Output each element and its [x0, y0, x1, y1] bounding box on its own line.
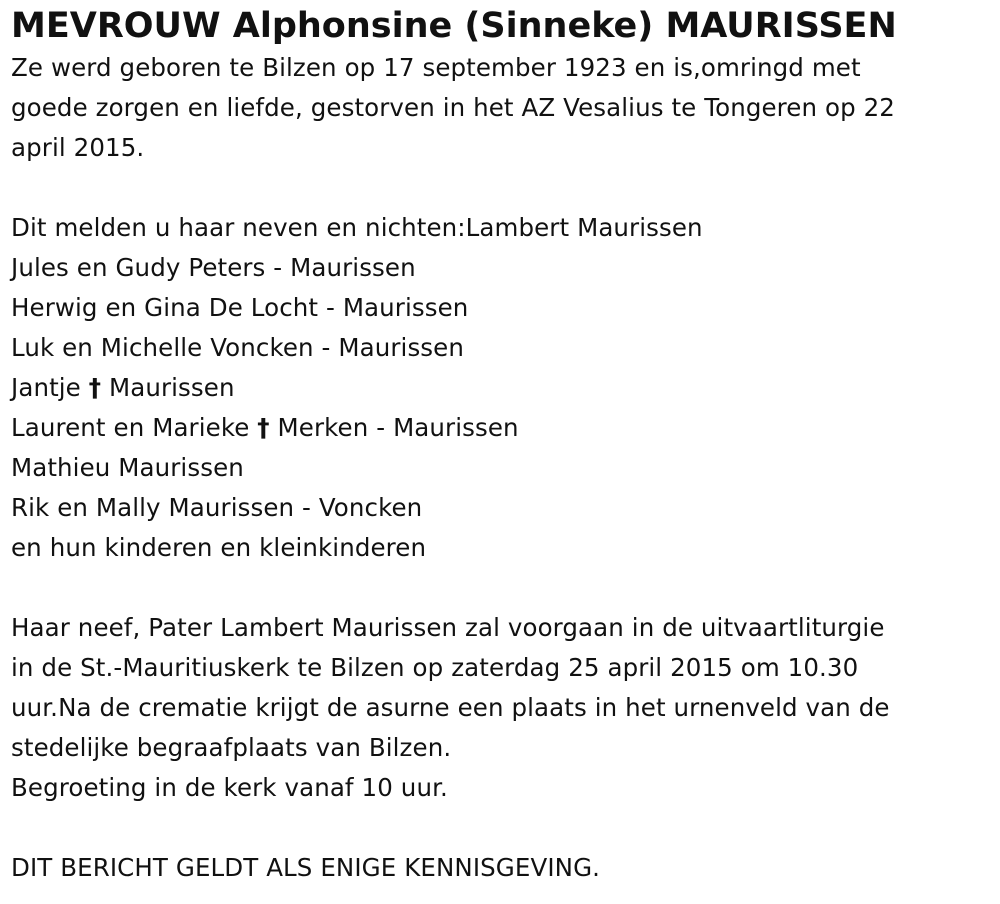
family-list	[11, 208, 991, 568]
notice-title: MEVROUW Alphonsine (Sinneke) MAURISSEN	[11, 6, 897, 46]
family-member: Mathieu Maurissen	[11, 453, 244, 482]
service-line: uur.Na de crematie krijgt de asurne een plaats in het urnenveld van de	[11, 693, 890, 722]
intro-paragraph	[11, 48, 991, 168]
family-member: Luk en Michelle Voncken - Maurissen	[11, 333, 464, 362]
service-paragraph	[11, 608, 991, 808]
family-member: en hun kinderen en kleinkinderen	[11, 533, 427, 562]
service-line: stedelijke begraafplaats van Bilzen.	[11, 733, 452, 762]
intro-line: Ze werd geboren te Bilzen op 17 september 1923 en is,omringd met	[11, 53, 861, 82]
cross-icon: †	[257, 413, 270, 442]
family-intro: Dit melden u haar neven en nichten:Lambert Maurissen	[11, 213, 703, 242]
family-member: Jules en Gudy Peters - Maurissen	[11, 253, 416, 282]
closing-paragraph	[11, 848, 991, 888]
family-member: Herwig en Gina De Locht - Maurissen	[11, 293, 469, 322]
blank-line	[11, 168, 991, 208]
blank-line	[11, 568, 991, 608]
service-line: Begroeting in de kerk vanaf 10 uur.	[11, 773, 448, 802]
member-surname: Maurissen	[109, 373, 235, 402]
cross-icon: †	[88, 373, 102, 402]
service-line: in de St.-Mauritiuskerk te Bilzen op zaterdag 25 april 2015 om 10.30	[11, 653, 859, 682]
member-name: Laurent en Marieke	[11, 413, 250, 442]
service-line: Haar neef, Pater Lambert Maurissen zal voorgaan in de uitvaartliturgie	[11, 613, 885, 642]
family-member	[11, 408, 991, 448]
member-surname: Merken - Maurissen	[277, 413, 519, 442]
intro-line: april 2015.	[11, 133, 145, 162]
death-notice	[11, 4, 991, 888]
family-member	[11, 368, 991, 408]
blank-line	[11, 808, 991, 848]
family-member: Rik en Mally Maurissen - Voncken	[11, 493, 423, 522]
intro-line: goede zorgen en liefde, gestorven in het AZ Vesalius te Tongeren op 22	[11, 93, 895, 122]
member-name: Jantje	[11, 373, 81, 402]
closing-statement: DIT BERICHT GELDT ALS ENIGE KENNISGEVING.	[11, 853, 601, 882]
